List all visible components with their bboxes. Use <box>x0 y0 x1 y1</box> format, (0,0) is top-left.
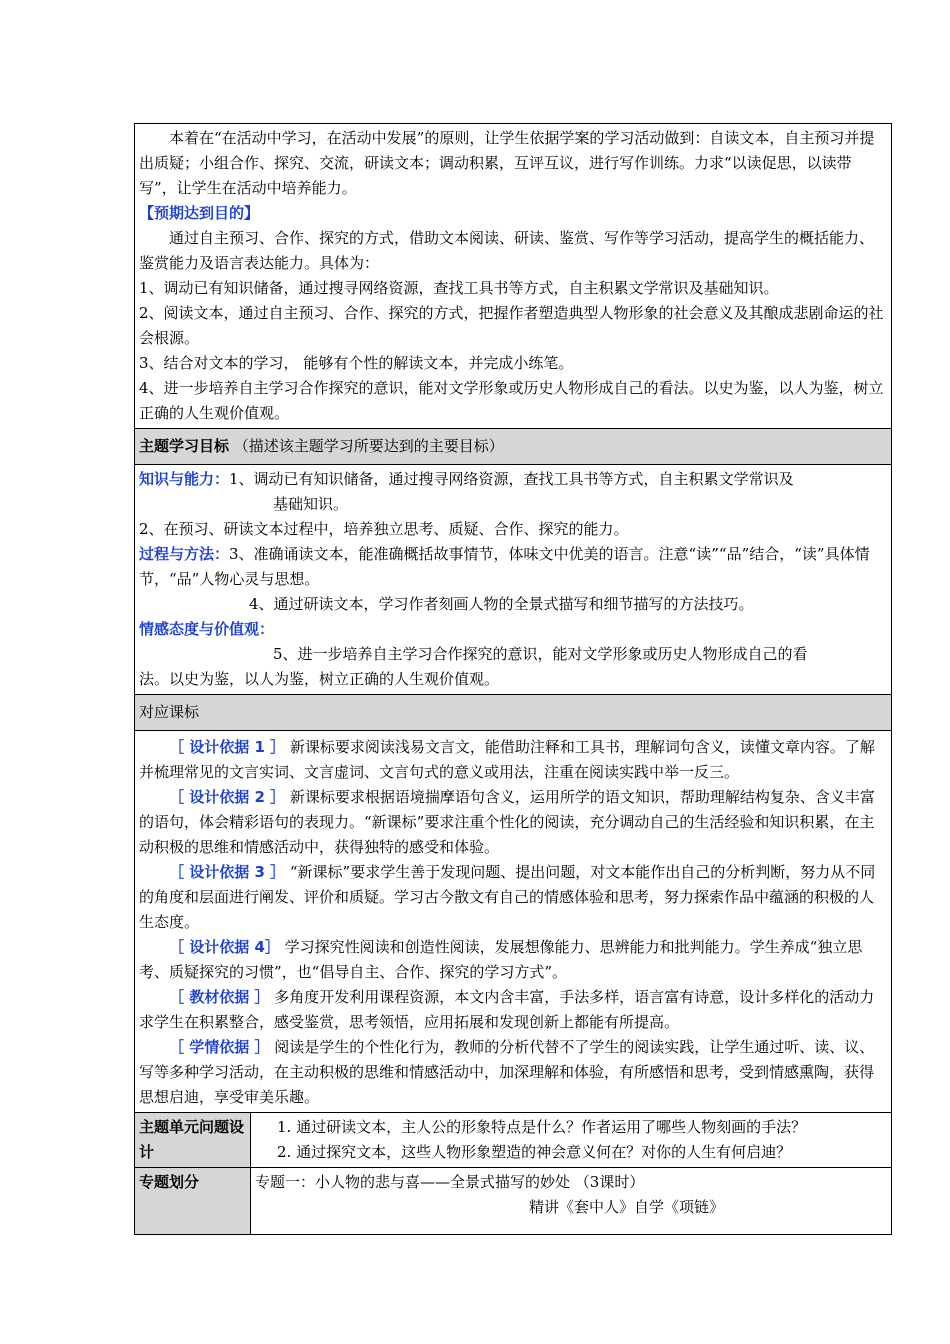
basis-label: ［ 设计依据 1 ］ <box>169 738 286 756</box>
basis-label: ［ 设计依据 3 ］ <box>169 863 286 881</box>
basis-text: 新课标要求根据语境揣摩语句含义，运用所学的语文知识，帮助理解结构复杂、含义丰富的语句，体会精彩语句的表现力。“新课标”要求注重个性化的阅读，充分调动自己的生活经验和知识积累，在主动积极的思维和情感活动中，获得独特的感受和体验。 <box>139 788 875 856</box>
lesson-plan-document <box>134 123 891 1235</box>
standards-body-row <box>135 731 892 1113</box>
basis-label: ［ 设计依据 2 ］ <box>169 788 286 806</box>
emotion-label: 情感态度与价值观： <box>139 620 275 638</box>
basis-text: “新课标”要求学生善于发现问题、提出问题，对文本能作出自己的分析判断，努力从不同的角度和层面进行阐发、评价和质疑。学习古今散文有自己的情感体验和思考，努力探索作品中蕴涵的积极的人生态度。 <box>139 863 876 931</box>
emotion-item-5-cont: 法。以史为鉴，以人为鉴，树立正确的人生观价值观。 <box>139 670 500 688</box>
basis-text: 多角度开发利用课程资源，本文内含丰富，手法多样，语言富有诗意，设计多样化的活动力求学生在积累整合，感受鉴赏，思考领悟，应用拓展和发现创新上都能有所提高。 <box>139 988 875 1031</box>
basis-text: 学习探究性阅读和创造性阅读，发展想像能力、思辨能力和批判能力。学生养成“独立思考、质疑探究的习惯”，也“倡导自主、合作、探究的学习方式”。 <box>139 938 863 981</box>
basis-label: ［ 设计依据 4］ <box>169 938 280 956</box>
standards-header-row <box>135 695 892 731</box>
objectives-note: （描述该主题学习所要达到的主要目标） <box>233 437 504 455</box>
expected-goal-heading: 【预期达到目的】 <box>139 204 260 222</box>
knowledge-item-1-cont: 基础知识。 <box>273 495 349 513</box>
lesson-plan-table <box>134 123 892 1235</box>
standards-header-cell <box>135 695 892 731</box>
process-item-4: 4、通过研读文本，学习作者刻画人物的全景式描写和细节描写的方法技巧。 <box>249 595 754 613</box>
topics-label: 专题划分 <box>135 1168 251 1235</box>
basis-item <box>139 985 887 1035</box>
unit-question-2: 2. 通过探究文本，这些人物形象塑造的神会意义何在？对你的人生有何启迪？ <box>277 1143 792 1161</box>
unit-question-1: 1. 通过研读文本，主人公的形象特点是什么？作者运用了哪些人物刻画的手法？ <box>277 1118 807 1136</box>
process-label: 过程与方法： <box>139 545 230 563</box>
intro-paragraph: 本着在“在活动中学习，在活动中发展”的原则，让学生依据学案的学习活动做到：自读文本，自主预习并提出质疑；小组合作、探究、交流，研读文本；调动积累，互评互议，进行写作训练。力求“以读促思，以读带写”，让学生在活动中培养能力。 <box>139 129 875 197</box>
knowledge-item-1: 1、调动已有知识储备，通过搜寻网络资源，查找工具书等方式，自主积累文学常识及 <box>229 470 794 488</box>
objectives-body-row <box>135 465 892 695</box>
basis-text: 新课标要求阅读浅易文言文，能借助注释和工具书，理解词句含义，读懂文章内容。了解并梳理常见的文言实词、文言虚词、文言句式的意义或用法，注重在阅读实践中举一反三。 <box>139 738 875 781</box>
goal-item-1: 1、调动已有知识储备，通过搜寻网络资源，查找工具书等方式，自主积累文学常识及基础知识。 <box>139 279 779 297</box>
knowledge-label: 知识与能力： <box>139 470 230 488</box>
basis-label: ［ 教材依据 ］ <box>169 988 270 1006</box>
goal-item-2: 2、阅读文本，通过自主预习、合作、探究的方式，把握作者塑造典型人物形象的社会意义及其酿成悲剧命运的社会根源。 <box>139 304 884 347</box>
basis-item <box>139 735 887 785</box>
topics-row <box>135 1168 892 1235</box>
objectives-header-cell <box>135 429 892 465</box>
unit-questions-label: 主题单元问题设计 <box>135 1113 251 1168</box>
expected-goal-paragraph: 通过自主预习、合作、探究的方式，借助文本阅读、研读、鉴赏、写作等学习活动，提高学生的概括能力、鉴赏能力及语言表达能力。具体为： <box>139 229 875 272</box>
standards-body-cell <box>135 731 892 1113</box>
topic-line-1: 专题一：小人物的悲与喜——全景式描写的妙处 （3课时） <box>255 1173 645 1191</box>
topics-cell <box>251 1168 892 1235</box>
goal-item-3: 3、结合对文本的学习， 能够有个性的解读文本，并完成小练笔。 <box>139 354 574 372</box>
basis-item <box>139 860 887 935</box>
knowledge-item-2: 2、在预习、研读文本过程中，培养独立思考、质疑、合作、探究的能力。 <box>139 520 629 538</box>
objectives-header-row <box>135 429 892 465</box>
unit-questions-row <box>135 1113 892 1168</box>
emotion-item-5: 5、进一步培养自主学习合作探究的意识，能对文学形象或历史人物形成自己的看 <box>273 645 808 663</box>
objectives-body-cell <box>135 465 892 695</box>
goal-item-4: 4、进一步培养自主学习合作探究的意识，能对文学形象或历史人物形成自己的看法。以史为鉴，以人为鉴，树立正确的人生观价值观。 <box>139 379 884 422</box>
intro-cell <box>135 124 892 429</box>
unit-questions-cell <box>251 1113 892 1168</box>
basis-label: ［ 学情依据 ］ <box>169 1038 270 1056</box>
process-item-3: 3、准确诵读文本，能准确概括故事情节，体味文中优美的语言。注意“读”“品”结合，“读”具体情节，“品”人物心灵与思想。 <box>139 545 870 588</box>
basis-item <box>139 935 887 985</box>
objectives-title: 主题学习目标 <box>139 437 230 455</box>
basis-text: 阅读是学生的个性化行为，教师的分析代替不了学生的阅读实践，让学生通过听、读、议、写等多种学习活动，在主动积极的思维和情感活动中，加深理解和体验，有所感悟和思考，受到情感熏陶，获得思想启迪，享受审美乐趣。 <box>139 1038 875 1106</box>
topic-line-2: 精讲《套中人》自学《项链》 <box>529 1198 725 1216</box>
basis-item <box>139 785 887 860</box>
intro-row <box>135 124 892 429</box>
standards-title: 对应课标 <box>139 703 200 721</box>
basis-item <box>139 1035 887 1110</box>
